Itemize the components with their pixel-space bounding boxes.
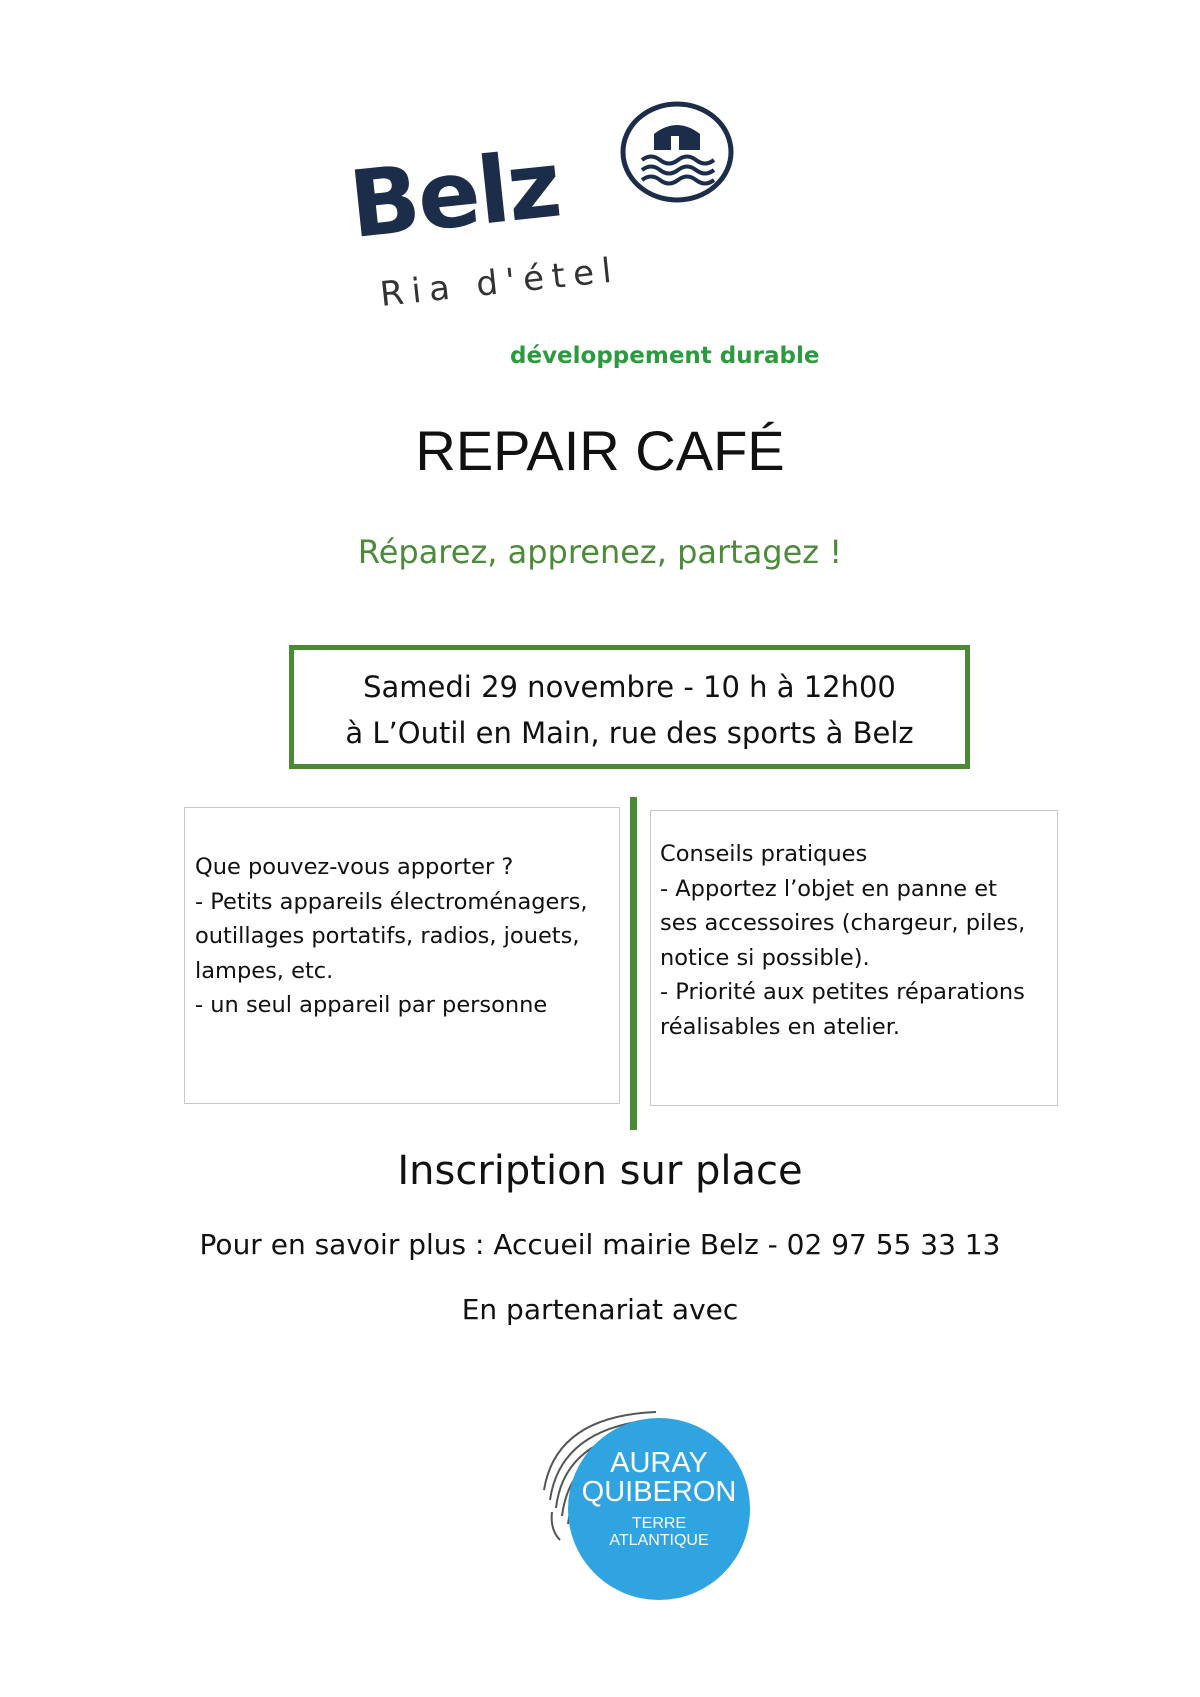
panel-line: outillages portatifs, radios, jouets, bbox=[195, 923, 580, 949]
belz-logo-name: Belz bbox=[344, 130, 565, 259]
page-title: REPAIR CAFÉ bbox=[415, 419, 785, 482]
panel-line: notice si possible). bbox=[660, 944, 870, 971]
vertical-divider bbox=[630, 797, 637, 1130]
belz-logo-tagline: développement durable bbox=[510, 343, 820, 369]
panel-line: - Petits appareils électroménagers, bbox=[195, 888, 588, 915]
panel-line: - un seul appareil par personne bbox=[195, 992, 548, 1018]
belz-logo-subtitle: Ria d'étel bbox=[378, 250, 622, 315]
practical-tips-panel bbox=[650, 810, 1058, 1106]
partner-logo-line: AURAY bbox=[610, 1447, 708, 1479]
event-date: Samedi 29 novembre - 10 h à 12h00 bbox=[363, 670, 896, 704]
partner-logo-line: TERRE bbox=[631, 1515, 687, 1532]
belz-emblem-icon bbox=[618, 100, 736, 205]
partner-label: En partenariat avec bbox=[461, 1293, 739, 1326]
panel-line: ses accessoires (chargeur, piles, bbox=[660, 910, 1026, 936]
event-location: à L’Outil en Main, rue des sports à Belz bbox=[345, 716, 914, 750]
tagline: Réparez, apprenez, partagez ! bbox=[357, 533, 843, 571]
panel-line: - Priorité aux petites réparations bbox=[660, 979, 1025, 1005]
partner-logo-line: ATLANTIQUE bbox=[609, 1532, 709, 1549]
contact-info: Pour en savoir plus : Accueil mairie Belz - 02 97 55 33 13 bbox=[199, 1228, 1001, 1261]
panel-line: - Apportez l’objet en panne et bbox=[660, 875, 997, 902]
what-to-bring-panel bbox=[184, 807, 620, 1104]
partner-logo-circle bbox=[568, 1418, 750, 1600]
registration-heading: Inscription sur place bbox=[397, 1148, 803, 1194]
panel-line: réalisables en atelier. bbox=[660, 1013, 901, 1040]
panel-line: Que pouvez-vous apporter ? bbox=[195, 854, 514, 880]
event-info-box bbox=[289, 645, 970, 769]
panel-line: lampes, etc. bbox=[195, 957, 334, 984]
panel-line: Conseils pratiques bbox=[660, 841, 868, 867]
partner-logo-line: QUIBERON bbox=[581, 1476, 737, 1508]
